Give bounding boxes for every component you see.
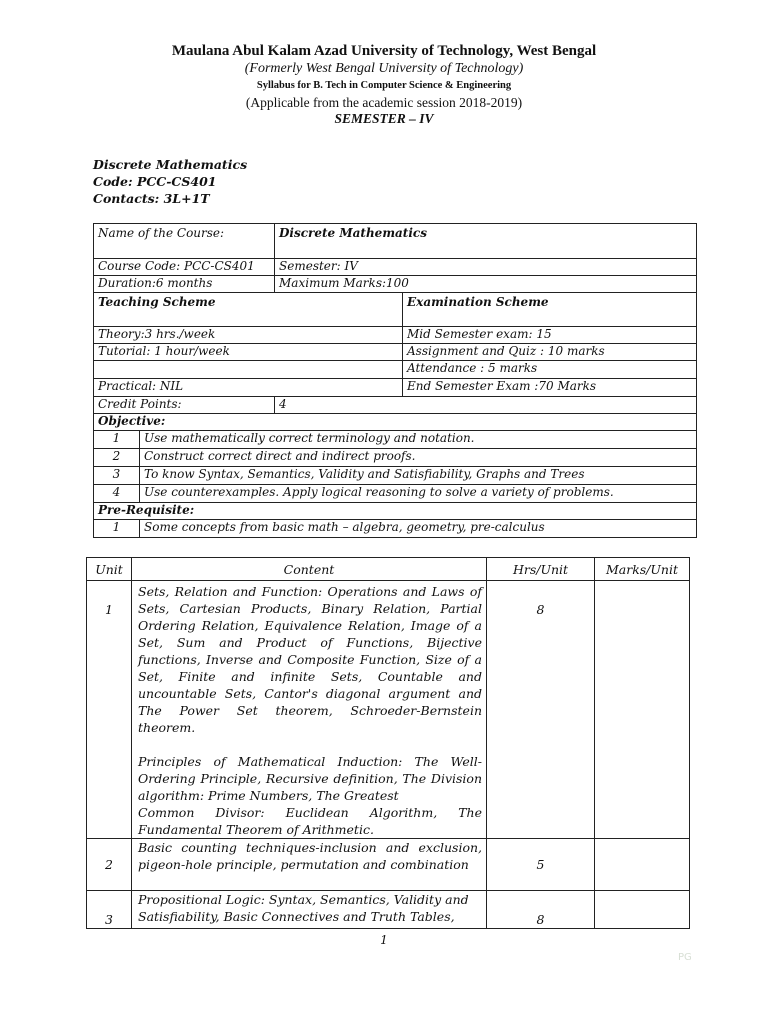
prerequisite-number: 1 [94,520,140,538]
course-name-value: Discrete Mathematics [275,224,697,259]
table-row [94,293,697,327]
table-row [87,581,690,839]
prerequisite-heading: Pre-Requisite: [94,503,697,520]
table-row [94,414,697,431]
table-row [94,259,697,276]
course-contacts: Contacts: 3L+1T [93,191,210,206]
prerequisite-text: Some concepts from basic math – algebra, geometry, pre-calculus [140,520,697,538]
objective-row [94,431,697,449]
course-info-table [93,223,697,538]
formerly-name: (Formerly West Bengal University of Technology) [244,61,524,76]
unit-hours: 5 [487,839,595,891]
objective-number: 3 [94,467,140,485]
unit-content-paragraph: Common Divisor: Euclidean Algorithm, The Fundamental Theorem of Arithmetic. [138,805,482,837]
unit-marks [595,891,690,929]
header-marks: Marks/Unit [595,558,690,581]
unit-marks [595,839,690,891]
table-row [94,361,697,379]
course-name: Discrete Mathematics [93,157,248,172]
assignment-cell: Assignment and Quiz : 10 marks [403,344,697,361]
table-header-row [87,558,690,581]
table-row [87,839,690,891]
max-marks-cell: Maximum Marks:100 [275,276,697,293]
unit-content: Basic counting techniques-inclusion and exclusion, pigeon-hole principle, permutation and combination [132,839,487,891]
empty-cell [94,361,403,379]
header-unit: Unit [87,558,132,581]
unit-hours: 8 [487,891,595,929]
university-name: Maulana Abul Kalam Azad University of Technology, West Bengal [171,43,597,59]
objective-text: To know Syntax, Semantics, Validity and Satisfiability, Graphs and Trees [140,467,697,485]
syllabus-title: Syllabus for B. Tech in Computer Science & Engineering [256,80,512,91]
teaching-scheme-heading: Teaching Scheme [94,293,403,327]
credit-value-cell: 4 [275,397,697,414]
credit-label-cell: Credit Points: [94,397,275,414]
table-row [94,397,697,414]
objective-text: Use counterexamples. Apply logical reasoning to solve a variety of problems. [140,485,697,503]
course-code: Code: PCC-CS401 [93,174,217,189]
duration-cell: Duration:6 months [94,276,275,293]
unit-number: 1 [87,581,132,839]
course-block [93,156,247,207]
table-row [94,276,697,293]
unit-hours: 8 [487,581,595,839]
mid-sem-cell: Mid Semester exam: 15 [403,327,697,344]
course-name-label: Name of the Course: [94,224,275,259]
exam-scheme-heading: Examination Scheme [403,293,697,327]
units-table [86,557,690,929]
table-row [94,344,697,361]
objective-number: 2 [94,449,140,467]
header-hrs: Hrs/Unit [487,558,595,581]
semester-heading: SEMESTER – IV [334,111,434,126]
watermark: PG [678,952,692,963]
applicable-session: (Applicable from the academic session 2018-2019) [245,95,523,110]
objective-number: 1 [94,431,140,449]
objective-number: 4 [94,485,140,503]
unit-content [132,581,487,839]
unit-number: 3 [87,891,132,929]
attendance-cell: Attendance : 5 marks [403,361,697,379]
table-row [94,327,697,344]
objective-row [94,485,697,503]
objective-row [94,449,697,467]
unit-content-paragraph: Sets, Relation and Function: Operations and Laws of Sets, Cartesian Products, Binary Relation, Partial Ordering Relation, Equivalence Relation, Image of a Set, Sum and Product of Functions, Bijective functions, Inverse and Composite Function, Size of a Set, Finite and infinite Sets, Countable and uncountable Sets, Cantor's diagonal argument and The Power Set theorem, Schroeder-Bernstein theorem. [138,584,482,735]
objective-text: Use mathematically correct terminology and notation. [140,431,697,449]
table-row [94,379,697,397]
end-sem-cell: End Semester Exam :70 Marks [403,379,697,397]
tutorial-cell: Tutorial: 1 hour/week [94,344,403,361]
theory-cell: Theory:3 hrs./week [94,327,403,344]
header-content: Content [132,558,487,581]
page-number: 1 [380,933,388,947]
unit-content-paragraph: Principles of Mathematical Induction: The Well-Ordering Principle, Recursive definition, The Division algorithm: Prime Numbers, The Greatest [138,754,482,803]
prerequisite-row [94,520,697,538]
table-row [94,224,697,259]
course-code-cell: Course Code: PCC-CS401 [94,259,275,276]
semester-cell: Semester: IV [275,259,697,276]
objective-heading: Objective: [94,414,697,431]
unit-marks [595,581,690,839]
unit-number: 2 [87,839,132,891]
objective-row [94,467,697,485]
practical-cell: Practical: NIL [94,379,403,397]
table-row [94,503,697,520]
table-row [87,891,690,929]
unit-content: Propositional Logic: Syntax, Semantics, Validity and Satisfiability, Basic Connectives and Truth Tables, [132,891,487,929]
objective-text: Construct correct direct and indirect proofs. [140,449,697,467]
